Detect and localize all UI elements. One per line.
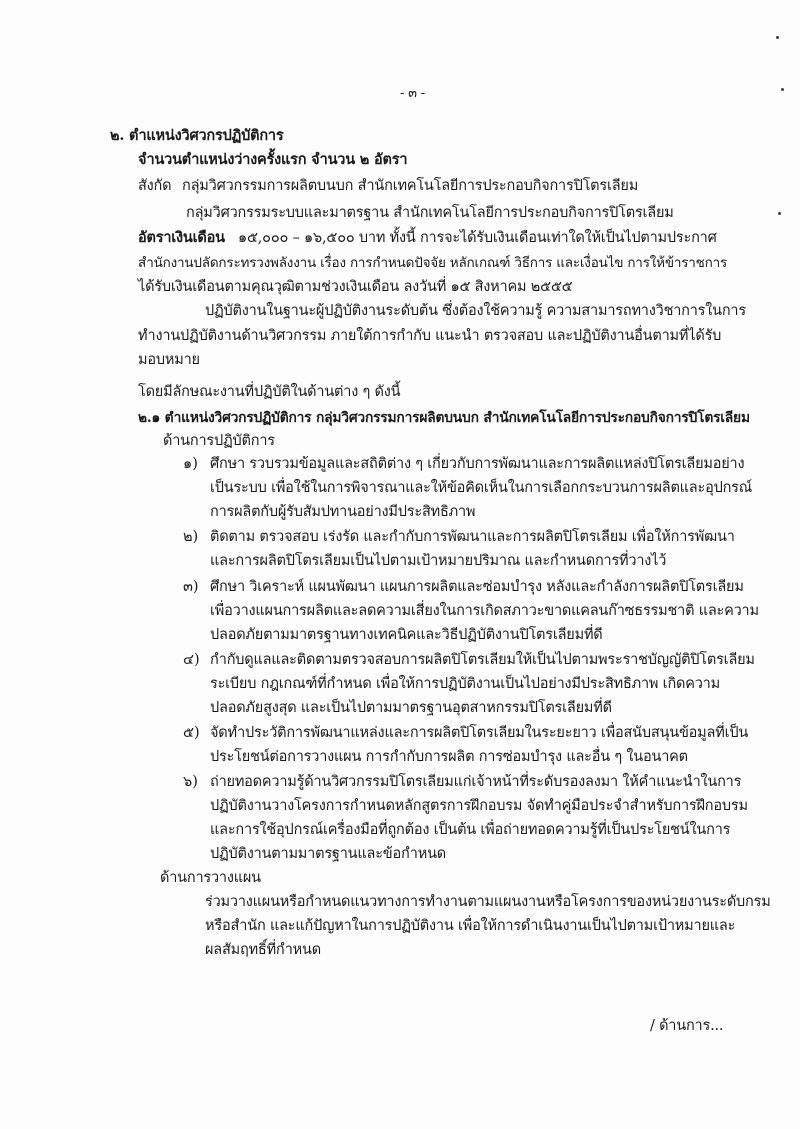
item-line: ระเบียบ กฎเกณฑ์ที่กำหนด เพื่อให้การปฏิบัติงานเป็นไปอย่างมีประสิทธิภาพ เกิดความ <box>210 676 720 692</box>
affiliation-label: สังกัด <box>138 178 172 194</box>
item-line: ปลอดภัยสูงสุด และเป็นไปตามมาตรฐานอุตสาหกรรมปิโตรเลียมที่ดี <box>210 700 612 716</box>
characteristics-intro: โดยมีลักษณะงานที่ปฏิบัติในด้านต่าง ๆ ดังนี้ <box>138 384 401 400</box>
planning-line: ร่วมวางแผนหรือกำหนดแนวทางการทำงานตามแผนงานหรือโครงการของหน่วยงานระดับกรม <box>205 894 771 910</box>
item-number: ๔) <box>183 652 200 668</box>
item-line: กำกับดูแลและติดตามตรวจสอบการผลิตปิโตรเลียมให้เป็นไปตามพระราชบัญญัติปิโตรเลียม <box>210 652 755 668</box>
planning-heading: ด้านการวางแผน <box>160 870 261 886</box>
scan-speck <box>778 212 781 215</box>
item-line: และการผลิตปิโตรเลียมเป็นไปตามเป้าหมายปริมาณ และกำหนดการที่วางไว้ <box>210 553 667 569</box>
item-line: เป็นระบบ เพื่อใช้ในการพิจารณาและให้ข้อคิดเห็นในการเลือกกระบวนการผลิตและอุปกรณ์ <box>210 480 753 496</box>
subsection-title: ๒.๑ ตำแหน่งวิศวกรปฏิบัติการ กลุ่มวิศวกรรมการผลิตบนบก สำนักเทคโนโลยีการประกอบกิจการปิโตรเลียม <box>138 410 750 426</box>
item-number: ๒) <box>183 529 199 545</box>
item-line: ปลอดภัยตามมาตรฐานทางเทคนิคและวิธีปฏิบัติงานปิโตรเลียมที่ดี <box>210 627 603 643</box>
item-line: ติดตาม ตรวจสอบ เร่งรัด และกำกับการพัฒนาและการผลิตปิโตรเลียม เพื่อให้การพัฒนา <box>210 529 735 545</box>
vacancy-line: จำนวนตำแหน่งว่างครั้งแรก จำนวน ๒ อัตรา <box>138 151 408 168</box>
item-number: ๑) <box>183 456 198 472</box>
operations-heading: ด้านการปฏิบัติการ <box>163 433 275 449</box>
item-line: ปฏิบัติงานวางโครงการกำหนดหลักสูตรการฝึกอบรม จัดทำคู่มือประจำสำหรับการฝึกอบรม <box>210 798 748 814</box>
salary-line-2: สำนักงานปลัดกระทรวงพลังงาน เรื่อง การกำหนดปัจจัย หลักเกณฑ์ วิธีการ และเงื่อนไข การให้ข้าราชการ <box>138 255 728 271</box>
item-line: การผลิตกับผู้รับสัมปทานอย่างมีประสิทธิภาพ <box>210 504 476 520</box>
salary-line-1: ๑๕,๐๐๐ – ๑๖,๕๐๐ บาท ทั้งนี้ การจะได้รับเงินเดือนเท่าใดให้เป็นไปตามประกาศ <box>238 230 717 246</box>
item-line: ศึกษา รวบรวมข้อมูลและสถิติต่าง ๆ เกี่ยวกับการพัฒนาและการผลิตแหล่งปิโตรเลียมอย่าง <box>210 456 745 472</box>
page-number: - ๓ - <box>400 86 425 101</box>
continuation-marker: / ด้านการ... <box>650 1018 724 1034</box>
duty-summary-line-2: ทำงานปฏิบัติงานด้านวิศวกรรม ภายใต้การกำกับ แนะนำ ตรวจสอบ และปฏิบัติงานอื่นตามที่ได้รับ <box>138 328 722 344</box>
item-line: ถ่ายทอดความรู้ด้านวิศวกรรมปิโตรเลียมแก่เจ้าหน้าที่ระดับรองลงมา ให้คำแนะนำในการ <box>210 774 742 790</box>
affiliation-line-1: กลุ่มวิศวกรรมการผลิตบนบก สำนักเทคโนโลยีการประกอบกิจการปิโตรเลียม <box>182 178 639 194</box>
duty-summary-line-1: ปฏิบัติงานในฐานะผู้ปฏิบัติงานระดับต้น ซึ่งต้องใช้ความรู้ ความสามารถทางวิชาการในการ <box>205 303 746 319</box>
item-number: ๓) <box>183 579 199 595</box>
salary-label: อัตราเงินเดือน <box>138 229 225 246</box>
affiliation-line-2: กลุ่มวิศวกรรมระบบและมาตรฐาน สำนักเทคโนโลยีการประกอบกิจการปิโตรเลียม <box>186 205 674 221</box>
item-line: ประโยชน์ต่อการวางแผน การกำกับการผลิต การซ่อมบำรุง และอื่น ๆ ในอนาคต <box>210 749 688 765</box>
item-number: ๖) <box>183 774 198 790</box>
section-title: ๒. ตำแหน่งวิศวกรปฏิบัติการ <box>110 127 284 144</box>
salary-line-3: ได้รับเงินเดือนตามคุณวุฒิตามช่วงเงินเดือน ลงวันที่ ๑๕ สิงหาคม ๒๕๕๕ <box>138 279 573 295</box>
scan-speck <box>781 88 784 91</box>
item-line: ศึกษา วิเคราะห์ แผนพัฒนา แผนการผลิตและซ่อมบำรุง หลังและกำลังการผลิตปิโตรเลียม <box>210 579 744 595</box>
planning-line: หรือสำนัก และแก้ปัญหาในการปฏิบัติงาน เพื่อให้การดำเนินงานเป็นไปตามเป้าหมายและ <box>205 918 736 934</box>
item-line: เพื่อวางแผนการผลิตและลดความเสี่ยงในการเกิดสภาวะขาดแคลนก๊าซธรรมชาติ และความ <box>210 603 759 619</box>
item-line: และการใช้อุปกรณ์เครื่องมือที่ถูกต้อง เป็นต้น เพื่อถ่ายทอดความรู้ที่เป็นประโยชน์ในการ <box>210 822 731 838</box>
item-number: ๕) <box>183 725 200 741</box>
item-line: ปฏิบัติงานตามมาตรฐานและข้อกำหนด <box>210 846 447 862</box>
scan-speck <box>776 36 779 39</box>
item-line: จัดทำประวัติการพัฒนาแหล่งและการผลิตปิโตรเลียมในระยะยาว เพื่อสนับสนุนข้อมูลที่เป็น <box>210 725 749 741</box>
planning-line: ผลสัมฤทธิ์ที่กำหนด <box>205 942 321 958</box>
duty-summary-line-3: มอบหมาย <box>138 352 200 368</box>
